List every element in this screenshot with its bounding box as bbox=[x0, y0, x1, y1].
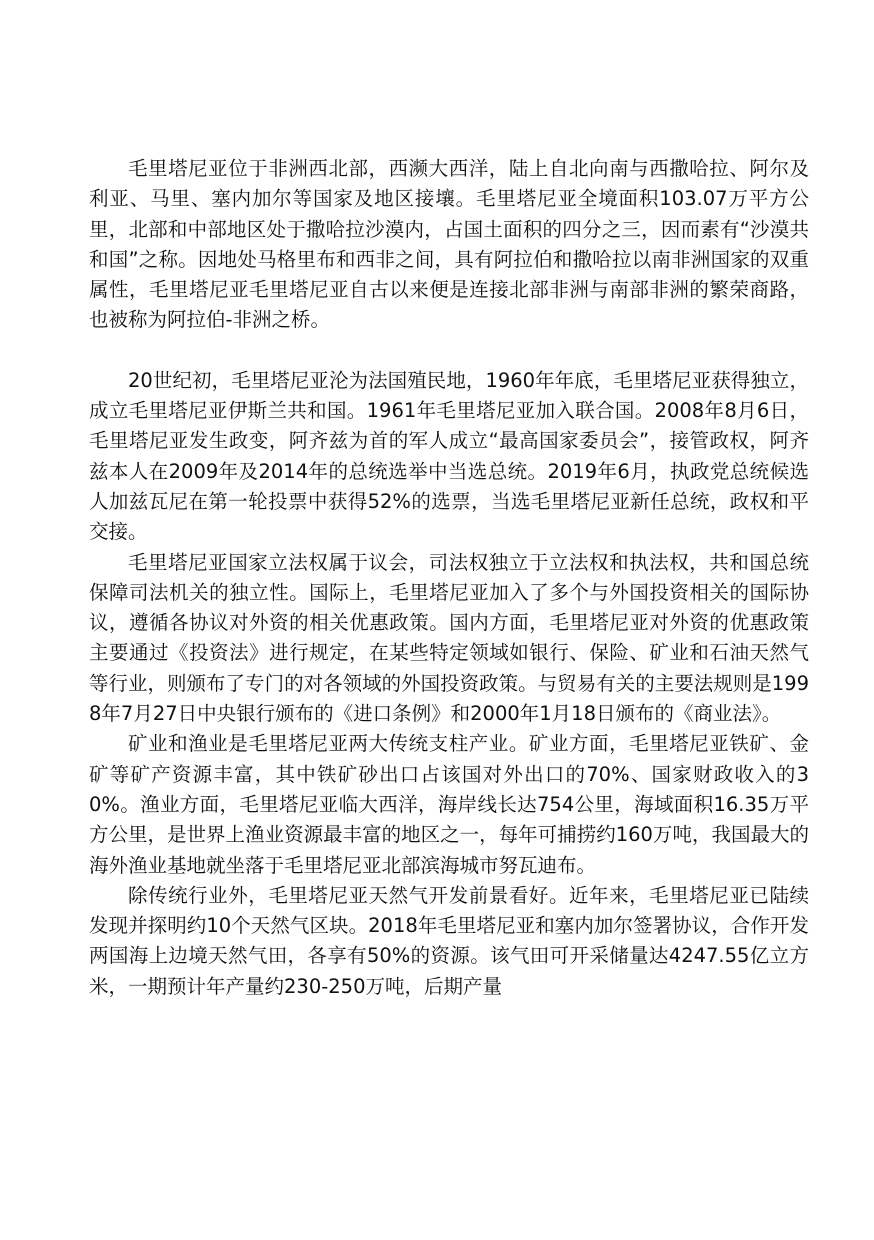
paragraph-spacer bbox=[89, 336, 809, 366]
paragraph-legal-system: 毛里塔尼亚国家立法权属于议会，司法权独立于立法权和执法权，共和国总统保障司法机关的独立性。国际上，毛里塔尼亚加入了多个与外国投资相关的国际协议，遵循各协议对外资的相关优惠政策。国内方面，毛里塔尼亚对外资的优惠政策主要通过《投资法》进行规定，在某些特定领域如银行、保险、矿业和石油天然气等行业，则颁布了专门的对各领域的外国投资政策。与贸易有关的主要法规则是1998年7月27日中央银行颁布的《进口条例》和2000年1月18日颁布的《商业法》。 bbox=[89, 550, 809, 726]
paragraph-geography: 毛里塔尼亚位于非洲西北部，西濒大西洋，陆上自北向南与西撒哈拉、阿尔及利亚、马里、塞内加尔等国家及地区接壤。毛里塔尼亚全境面积103.07万平方公里，北部和中部地区处于撒哈拉沙漠内，占国土面积的四分之三，因而素有“沙漠共和国”之称。因地处马格里布和西非之间，具有阿拉伯和撒哈拉以南非洲国家的双重属性，毛里塔尼亚毛里塔尼亚自古以来便是连接北部非洲与南部非洲的繁荣商路，也被称为阿拉伯-非洲之桥。 bbox=[89, 157, 809, 332]
paragraph-history: 20世纪初，毛里塔尼亚沦为法国殖民地，1960年年底，毛里塔尼亚获得独立，成立毛里塔尼亚伊斯兰共和国。1961年毛里塔尼亚加入联合国。2008年8月6日，毛里塔尼亚发生政变，阿齐兹为首的军人成立“最高国家委员会”，接管政权，阿齐兹本人在2009年及2014年的总统选举中当选总统。2019年6月，执政党总统候选人加兹瓦尼在第一轮投票中获得52%的选票，当选毛里塔尼亚新任总统，政权和平交接。 bbox=[89, 368, 809, 544]
document-body bbox=[89, 154, 809, 1002]
paragraph-natural-gas: 除传统行业外，毛里塔尼亚天然气开发前景看好。近年来，毛里塔尼亚已陆续发现并探明约10个天然气区块。2018年毛里塔尼亚和塞内加尔签署协议，合作开发两国海上边境天然气田，各享有50%的资源。该气田可开采储量达4247.55亿立方米，一期预计年产量约230-250万吨，后期产量 bbox=[89, 883, 809, 998]
paragraph-industry: 矿业和渔业是毛里塔尼亚两大传统支柱产业。矿业方面，毛里塔尼亚铁矿、金矿等矿产资源丰富，其中铁矿砂出口占该国对外出口的70%、国家财政收入的30%。渔业方面，毛里塔尼亚临大西洋，海岸线长达754公里，海域面积16.35万平方公里，是世界上渔业资源最丰富的地区之一，每年可捕捞约160万吨，我国最大的海外渔业基地就坐落于毛里塔尼亚北部滨海城市努瓦迪布。 bbox=[89, 732, 809, 877]
